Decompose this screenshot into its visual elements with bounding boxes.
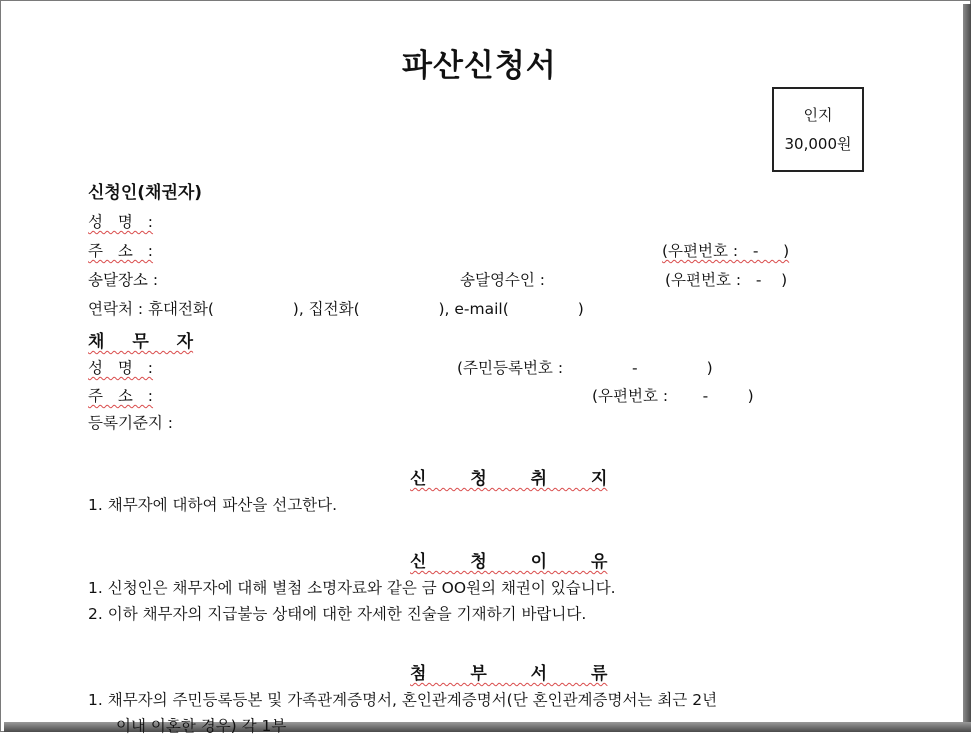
revenue-stamp-box [772,87,864,172]
attachments-item-1-cont: 이내 이혼한 경우) 각 1부 [116,717,287,735]
stamp-amount: 30,000원 [784,135,852,153]
applicant-delivery-postal: (우편번호 : - ) [665,271,788,289]
applicant-delivery-recipient: 송달영수인 : [460,271,546,289]
debtor-heading: 채 무 자 [88,332,194,352]
applicant-address-label: 주 소 : [88,242,154,260]
purpose-heading: 신 청 취 지 [410,469,608,489]
reasons-item-2: 2. 이하 채무자의 지급불능 상태에 대한 자세한 진술을 기재하기 바랍니다. [88,605,587,623]
stamp-label: 인지 [803,106,833,124]
document-title: 파산신청서 [402,48,557,84]
applicant-delivery-label: 송달장소 : [88,271,159,289]
applicant-heading: 신청인(채권자) [88,183,203,203]
debtor-address-label: 주 소 : [88,387,154,405]
reasons-heading: 신 청 이 유 [410,552,608,572]
attachments-heading: 첨 부 서 류 [410,664,608,684]
debtor-rrn: (주민등록번호 : - ) [457,359,713,377]
document-page [2,2,962,735]
attachments-item-1: 1. 채무자의 주민등록등본 및 가족관계증명서, 혼인관계증명서(단 혼인관계증명서는 최근 2년 [88,691,718,709]
page-shadow-right [963,4,971,732]
debtor-registry-label: 등록기준지 : [88,414,174,432]
debtor-postal-code: (우편번호 : - ) [592,387,754,405]
reasons-item-1: 1. 신청인은 채무자에 대해 별첨 소명자료와 같은 금 OO원의 채권이 있습니다. [88,579,616,597]
applicant-name-label: 성 명 : [88,213,154,231]
applicant-postal-code: (우편번호 : - ) [662,242,790,260]
purpose-item-1: 1. 채무자에 대하여 파산을 선고한다. [88,496,338,514]
debtor-name-label: 성 명 : [88,359,154,377]
applicant-contact: 연락처 : 휴대전화( ), 집전화( ), e-mail( ) [88,300,584,318]
